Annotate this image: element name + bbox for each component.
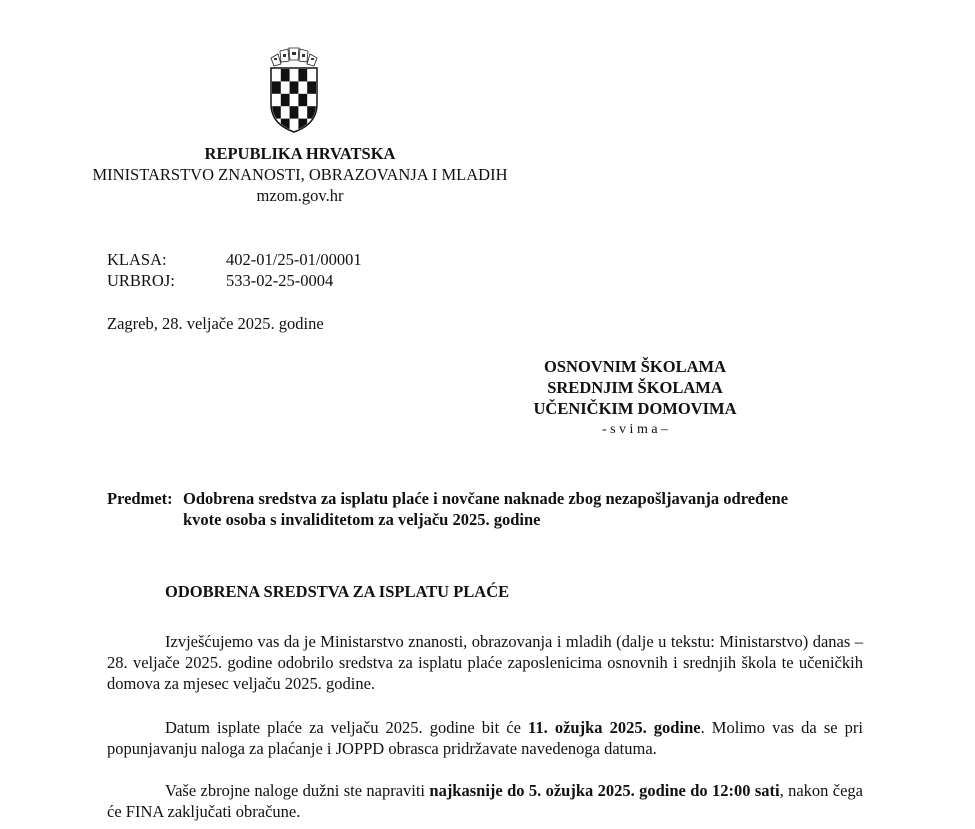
subject-line-2: kvote osoba s invaliditetom za veljaču 2025. godine	[183, 510, 541, 529]
ministry-website: mzom.gov.hr	[256, 186, 344, 205]
subject-line-1: Odobrena sredstva za isplatu plaće i novčane naknade zbog nezapošljavanja određene	[183, 489, 789, 508]
recipient-line-2: SREDNJIM ŠKOLAMA	[547, 378, 723, 397]
paragraph-2-text-b: . Molimo vas da se pri popunjavanju naloga za plaćanje i JOPPD obrasca pridržavate navedenoga datuma.	[107, 718, 863, 758]
recipient-line-1: OSNOVNIM ŠKOLAMA	[544, 357, 726, 376]
paragraph-2-text-a: Datum isplate plaće za veljaču 2025. godine bit će	[165, 718, 529, 737]
urbroj-label: URBROJ:	[107, 271, 175, 290]
place-date: Zagreb, 28. veljače 2025. godine	[107, 314, 324, 333]
klasa-label: KLASA:	[107, 250, 167, 269]
recipient-line-4: - s v i m a –	[601, 422, 669, 437]
paragraph-3	[107, 780, 863, 822]
deadline: najkasnije do 5. ožujka 2025. godine do 12:00 sati	[429, 781, 780, 800]
paragraph-3-text-b: , nakon čega će FINA zaključati obračune.	[107, 781, 864, 821]
paragraph-1: Izvješćujemo vas da je Ministarstvo znanosti, obrazovanja i mladih (dalje u tekstu: Ministarstvo) danas – 28. veljače 2025. godine odobrilo sredstva za isplatu plaće zaposlenicima osnovnih i srednjih škola te učeničkih domova za mjesec veljaču 2025. godine.	[107, 632, 863, 693]
paragraph-2	[107, 717, 863, 759]
paragraph-3-text-a: Vaše zbrojne naloge dužni ste napraviti	[165, 781, 430, 800]
country-name: REPUBLIKA HRVATSKA	[204, 144, 396, 163]
klasa-value: 402-01/25-01/00001	[226, 250, 362, 269]
payment-date: 11. ožujka 2025. godine	[528, 718, 701, 737]
subject-label: Predmet:	[107, 489, 173, 508]
section-title: ODOBRENA SREDSTVA ZA ISPLATU PLAĆE	[165, 582, 510, 601]
urbroj-value: 533-02-25-0004	[226, 271, 334, 290]
ministry-name: MINISTARSTVO ZNANOSTI, OBRAZOVANJA I MLADIH	[92, 165, 508, 184]
coat-of-arms-icon	[268, 44, 320, 134]
recipient-line-3: UČENIČKIM DOMOVIMA	[533, 399, 737, 418]
